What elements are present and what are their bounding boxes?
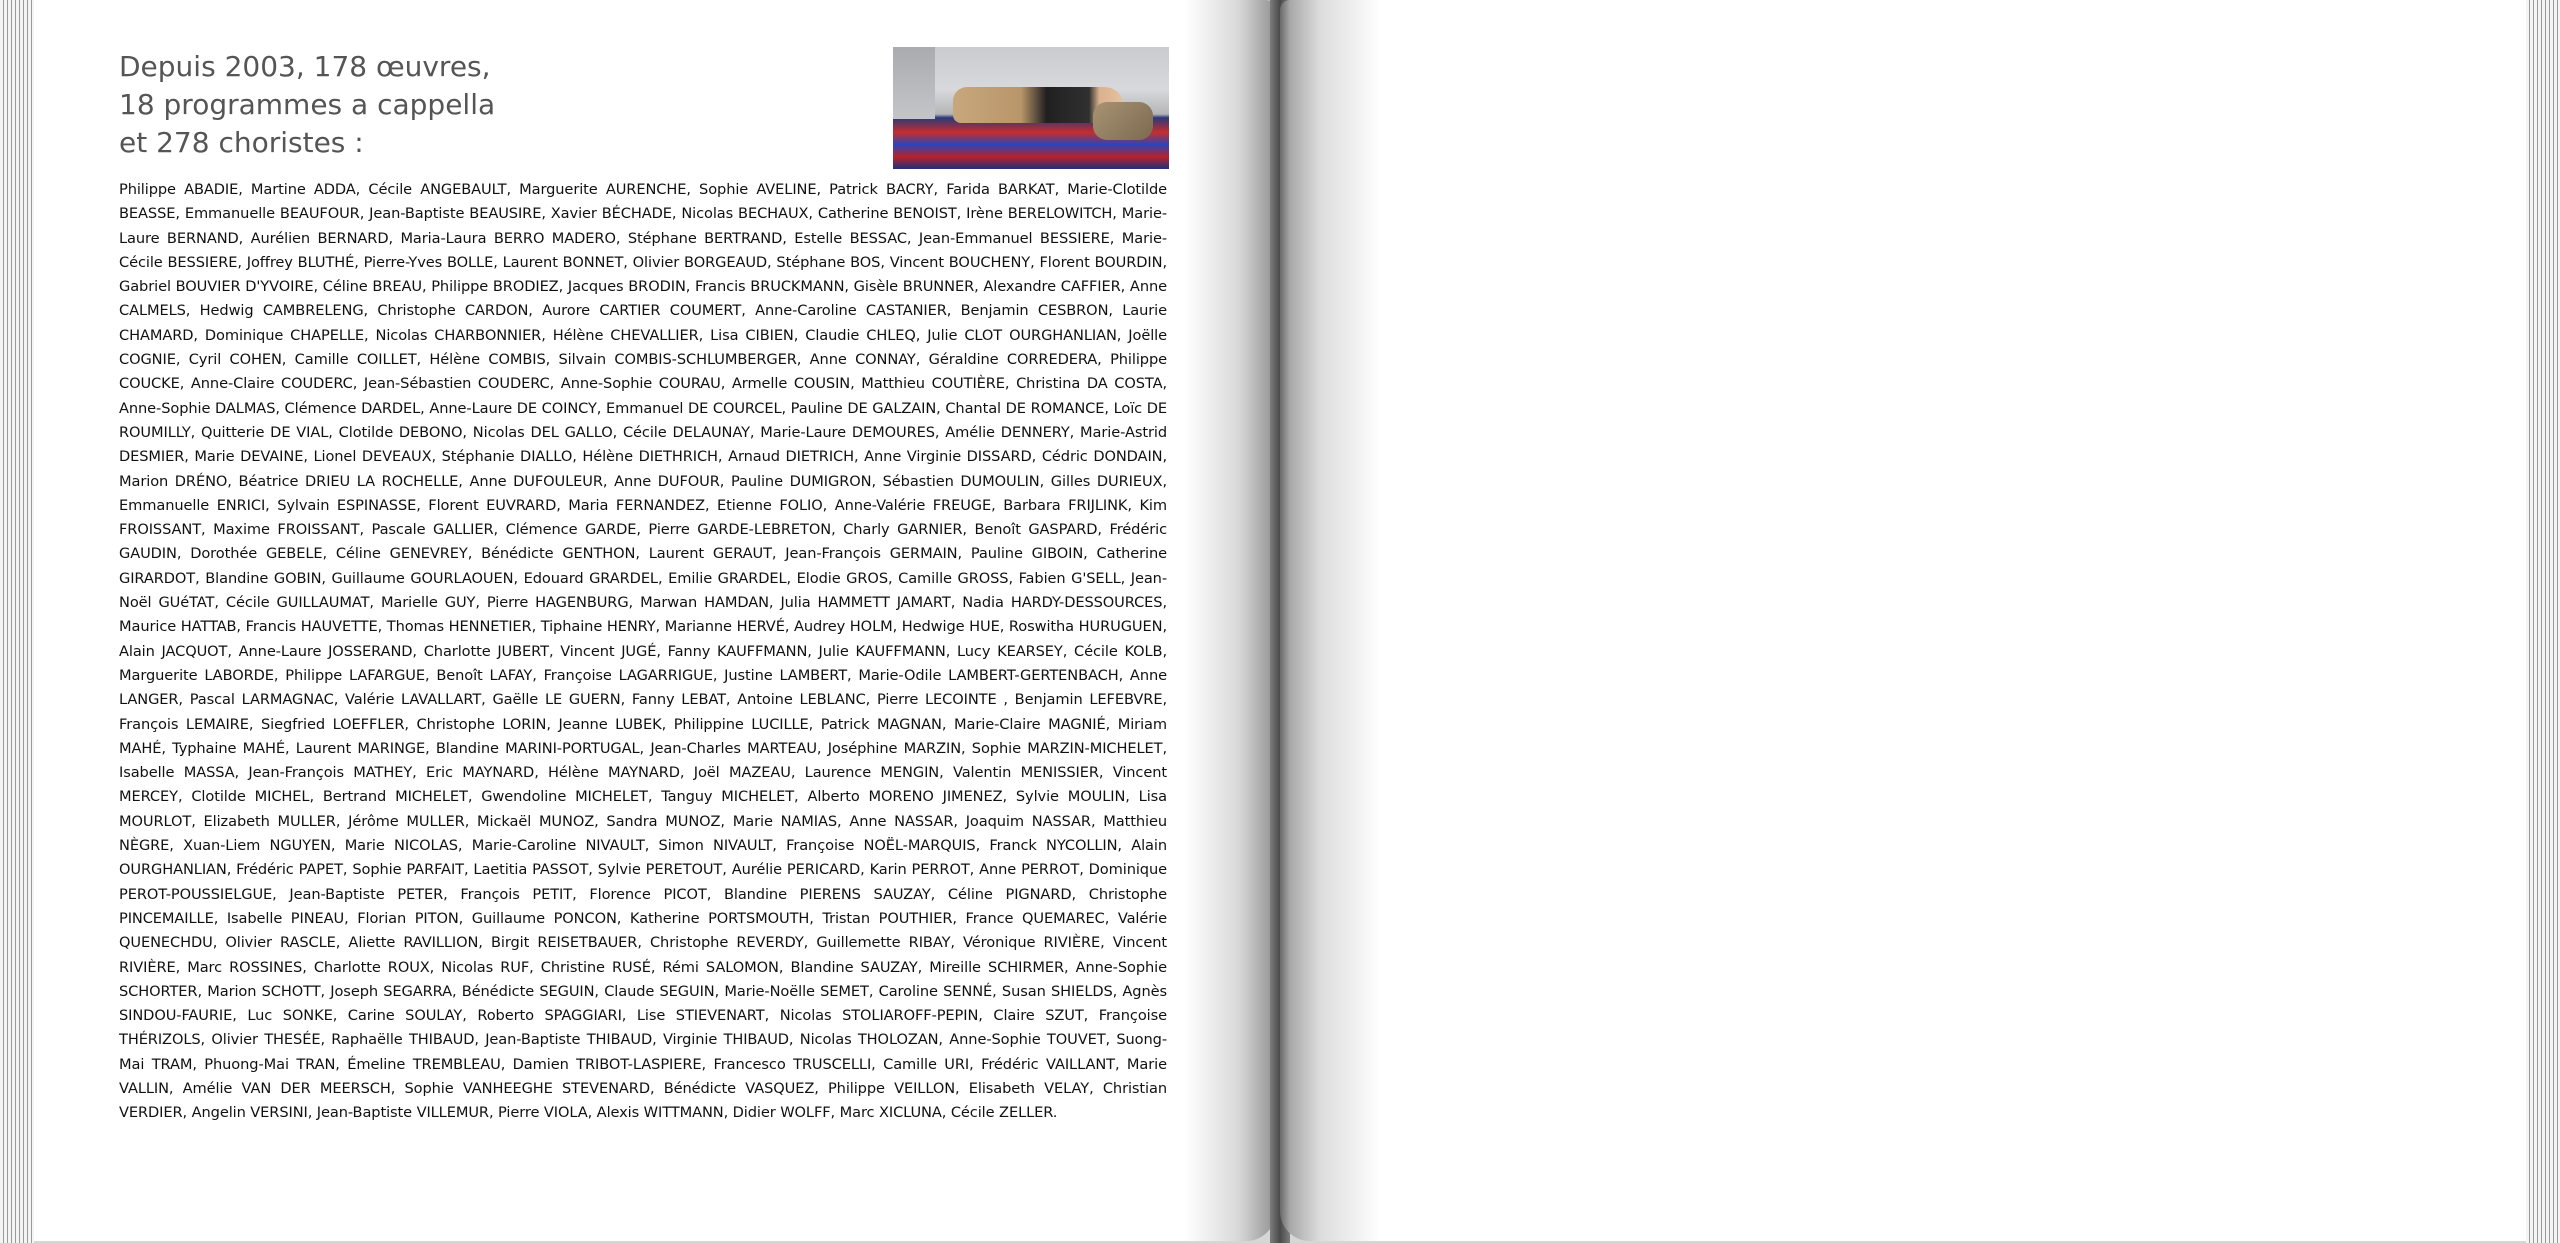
- right-page[interactable]: [1280, 0, 2526, 1241]
- choristers-list: Philippe ABADIE, Martine ADDA, Cécile ANGEBAULT, Marguerite AURENCHE, Sophie AVELINE, Patrick BACRY, Farida BARKAT, Marie-Clotilde BEASSE, Emmanuelle BEAUFOUR, Jean-Baptiste BEAUSIRE, Xavier BÉCHADE, Nicolas BECHAUX, Catherine BENOIST, Irène BERELOWITCH, Marie-Laure BERNAND, Aurélien BERNARD, Maria-Laura BERRO MADERO, Stéphane BERTRAND, Estelle BESSAC, Jean-Emmanuel BESSIERE, Marie-Cécile BESSIERE, Joffrey BLUTHÉ, Pierre-Yves BOLLE, Laurent BONNET, Olivier BORGEAUD, Stéphane BOS, Vincent BOUCHENY, Florent BOURDIN, Gabriel BOUVIER D'YVOIRE, Céline BREAU, Philippe BRODIEZ, Jacques BRODIN, Francis BRUCKMANN, Gisèle BRUNNER, Alexandre CAFFIER, Anne CALMELS, Hedwig CAMBRELENG, Christophe CARDON, Aurore CARTIER COUMERT, Anne-Caroline CASTANIER, Benjamin CESBRON, Laurie CHAMARD, Dominique CHAPELLE, Nicolas CHARBONNIER, Hélène CHEVALLIER, Lisa CIBIEN, Claudie CHLEQ, Julie CLOT OURGHANLIAN, Joëlle COGNIE, Cyril COHEN, Camille COILLET, Hélène COMBIS, Silvain COMBIS-SCHLUMBERGER, Anne CONNAY, Géraldine CORREDERA, Philippe COUCKE, Anne-Claire COUDERC, Jean-Sébastien COUDERC, Anne-Sophie COURAU, Armelle COUSIN, Matthieu COUTIÈRE, Christina DA COSTA, Anne-Sophie DALMAS, Clémence DARDEL, Anne-Laure DE COINCY, Emmanuel DE COURCEL, Pauline DE GALZAIN, Chantal DE ROMANCE, Loïc DE ROUMILLY, Quitterie DE VIAL, Clotilde DEBONO, Nicolas DEL GALLO, Cécile DELAUNAY, Marie-Laure DEMOURES, Amélie DENNERY, Marie-Astrid DESMIER, Marie DEVAINE, Lionel DEVEAUX, Stéphanie DIALLO, Hélène DIETHRICH, Arnaud DIETRICH, Anne Virginie DISSARD, Cédric DONDAIN, Marion DRÉNO, Béatrice DRIEU LA ROCHELLE, Anne DUFOULEUR, Anne DUFOUR, Pauline DUMIGRON, Sébastien DUMOULIN, Gilles DURIEUX, Emmanuelle ENRICI, Sylvain ESPINASSE, Florent EUVRARD, Maria FERNANDEZ, Etienne FOLIO, Anne-Valérie FREUGE, Barbara FRIJLINK, Kim FROISSANT, Maxime FROISSANT, Pascale GALLIER, Clémence GARDE, Pierre GARDE-LEBRETON, Charly GARNIER, Benoît GASPARD, Frédéric GAUDIN, Dorothée GEBELE, Céline GENEVREY, Bénédicte GENTHON, Laurent GERAUT, Jean-François GERMAIN, Pauline GIBOIN, Catherine GIRARDOT, Blandine GOBIN, Guillaume GOURLAOUEN, Edouard GRARDEL, Emilie GRARDEL, Elodie GROS, Camille GROSS, Fabien G'SELL, Jean-Noël GUéTAT, Cécile GUILLAUMAT, Marielle GUY, Pierre HAGENBURG, Marwan HAMDAN, Julia HAMMETT JAMART, Nadia HARDY-DESSOURCES, Maurice HATTAB, Francis HAUVETTE, Thomas HENNETIER, Tiphaine HENRY, Marianne HERVÉ, Audrey HOLM, Hedwige HUE, Roswitha HURUGUEN, Alain JACQUOT, Anne-Laure JOSSERAND, Charlotte JUBERT, Vincent JUGÉ, Fanny KAUFFMANN, Julie KAUFFMANN, Lucy KEARSEY, Cécile KOLB, Marguerite LABORDE, Philippe LAFARGUE, Benoît LAFAY, Françoise LAGARRIGUE, Justine LAMBERT, Marie-Odile LAMBERT-GERTENBACH, Anne LANGER, Pascal LARMAGNAC, Valérie LAVALLART, Gaëlle LE GUERN, Fanny LEBAT, Antoine LEBLANC, Pierre LECOINTE , Benjamin LEFEBVRE, François LEMAIRE, Siegfried LOEFFLER, Christophe LORIN, Jeanne LUBEK, Philippine LUCILLE, Patrick MAGNAN, Marie-Claire MAGNIÉ, Miriam MAHÉ, Typhaine MAHÉ, Laurent MARINGE, Blandine MARINI-PORTUGAL, Jean-Charles MARTEAU, Joséphine MARZIN, Sophie MARZIN-MICHELET, Isabelle MASSA, Jean-François MATHEY, Eric MAYNARD, Hélène MAYNARD, Joël MAZEAU, Laurence MENGIN, Valentin MENISSIER, Vincent MERCEY, Clotilde MICHEL, Bertrand MICHELET, Gwendoline MICHELET, Tanguy MICHELET, Alberto MORENO JIMENEZ, Sylvie MOULIN, Lisa MOURLOT, Elizabeth MULLER, Jérôme MULLER, Mickaël MUNOZ, Sandra MUNOZ, Marie NAMIAS, Anne NASSAR, Joaquim NASSAR, Matthieu NÈGRE, Xuan-Liem NGUYEN, Marie NICOLAS, Marie-Caroline NIVAULT, Simon NIVAULT, Françoise NOËL-MARQUIS, Franck NYCOLLIN, Alain OURGHANLIAN, Frédéric PAPET, Sophie PARFAIT, Laetitia PASSOT, Sylvie PERETOUT, Aurélie PERICARD, Karin PERROT, Anne PERROT, Dominique PEROT-POUSSIELGUE, Jean-Baptiste PETER, François PETIT, Florence PICOT, Blandine PIERENS SAUZAY, Céline PIGNARD, Christophe PINCEMAILLE, Isabelle PINEAU, Florian PITON, Guillaume PONCON, Katherine PORTSMOUTH, Tristan POUTHIER, France QUEMAREC, Valérie QUENECHDU, Olivier RASCLE, Aliette RAVILLION, Birgit REISETBAUER, Christophe REVERDY, Guillemette RIBAY, Véronique RIVIÈRE, Vincent RIVIÈRE, Marc ROSSINES, Charlotte ROUX, Nicolas RUF, Christine RUSÉ, Rémi SALOMON, Blandine SAUZAY, Mireille SCHIRMER, Anne-Sophie SCHORTER, Marion SCHOTT, Joseph SEGARRA, Bénédicte SEGUIN, Claude SEGUIN, Marie-Noëlle SEMET, Caroline SENNÉ, Susan SHIELDS, Agnès SINDOU-FAURIE, Luc SONKE, Carine SOULAY, Roberto SPAGGIARI, Lise STIEVENART, Nicolas STOLIAROFF-PEPIN, Claire SZUT, Françoise THÉRIZOLS, Olivier THESÉE, Raphaëlle THIBAUD, Jean-Baptiste THIBAUD, Virginie THIBAUD, Nicolas THOLOZAN, Anne-Sophie TOUVET, Suong-Mai TRAM, Phuong-Mai TRAN, Émeline TREMBLEAU, Damien TRIBOT-LASPIERE, Francesco TRUSCELLI, Camille URI, Frédéric VAILLANT, Marie VALLIN, Amélie VAN DER MEERSCH, Sophie VANHEEGHE STEVENARD, Bénédicte VASQUEZ, Philippe VEILLON, Elisabeth VELAY, Christian VERDIER, Angelin VERSINI, Jean-Baptiste VILLEMUR, Pierre VIOLA, Alexis WITTMANN, Didier WOLFF, Marc XICLUNA, Cécile ZELLER.: [119, 181, 1167, 1122]
- page-title: [119, 48, 539, 162]
- right-page-stack[interactable]: [2526, 0, 2560, 1243]
- photo-wall: [893, 47, 935, 119]
- title-line-1: Depuis 2003, 178 œuvres,: [119, 50, 491, 83]
- title-line-2: 18 programmes a cappella: [119, 88, 496, 121]
- left-page-stack[interactable]: [0, 0, 34, 1243]
- title-line-3: et 278 choristes :: [119, 126, 364, 159]
- choir-photo: [893, 47, 1169, 169]
- photo-coat: [1093, 102, 1153, 140]
